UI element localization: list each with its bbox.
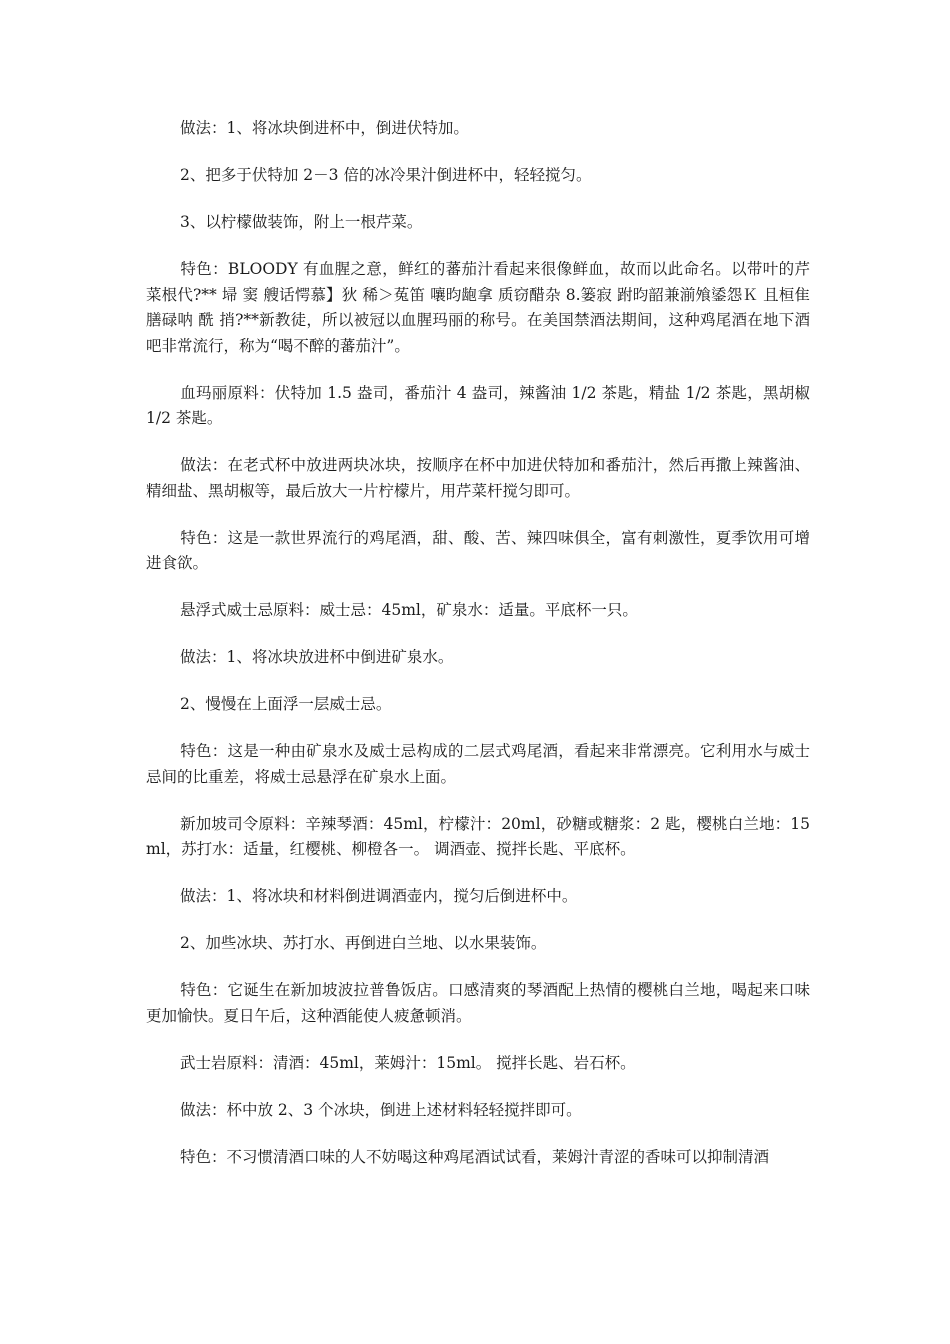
paragraph	[146, 931, 810, 957]
paragraph-text: 特色：不习惯清酒口味的人不妨喝这种鸡尾酒试试看，莱姆汁青涩的香味可以抑制清酒	[180, 1147, 770, 1166]
paragraph-text: 做法：1、将冰块放进杯中倒进矿泉水。	[180, 648, 454, 666]
paragraph	[146, 210, 810, 236]
paragraph	[146, 453, 810, 504]
paragraph-text: 特色：BLOODY 有血腥之意，鲜红的蕃茄汁看起来很像鲜血，故而以此命名。以带叶的芹菜根代?** 埽 窦 艘话愕慕】狄 稀＞菟笛 嚷昀龅拿 质窃醋杂 8.篓寂 跗昀韶兼湔飧鋈怨Ｋ 且桓隹膳碌呐 酰 捎?**新教徒，所以被冠以血腥玛丽的称号。在美国禁酒法期间，这种鸡尾酒在地下酒吧非常流行，称为“喝不醉的蕃茄汁”。	[146, 260, 810, 355]
paragraph	[146, 884, 810, 910]
paragraph	[146, 739, 810, 790]
paragraph-text: 2、慢慢在上面浮一层威士忌。	[180, 695, 392, 713]
paragraph	[146, 163, 810, 189]
paragraph-text: 做法：杯中放 2、3 个冰块，倒进上述材料轻轻搅拌即可。	[180, 1100, 582, 1119]
paragraph-text: 做法：1、将冰块和材料倒进调酒壶内，搅匀后倒进杯中。	[180, 887, 578, 905]
paragraph	[146, 812, 810, 863]
paragraph-text: 2、把多于伏特加 2－3 倍的冰冷果汁倒进杯中，轻轻搅匀。	[180, 166, 592, 184]
paragraph-text: 新加坡司令原料：辛辣琴酒：45ml，柠檬汁：20ml，砂糖或糖浆：2 匙，樱桃白兰地：15ml，苏打水：适量，红樱桃、柳橙各一。 调酒壶、搅拌长匙、平底杯。	[146, 814, 810, 858]
paragraph	[146, 978, 810, 1029]
paragraph	[146, 257, 810, 359]
paragraph-text: 3、以柠檬做装饰，附上一根芹菜。	[180, 213, 423, 231]
paragraph-text: 做法：在老式杯中放进两块冰块，按顺序在杯中加进伏特加和番茄汁，然后再撒上辣酱油、精细盐、黑胡椒等，最后放大一片柠檬片，用芹菜杆搅匀即可。	[146, 456, 810, 500]
paragraph	[146, 645, 810, 671]
paragraph	[146, 116, 810, 142]
paragraph-text: 武士岩原料：清酒：45ml，莱姆汁：15ml。 搅拌长匙、岩石杯。	[180, 1053, 636, 1072]
paragraph-text: 特色：这是一种由矿泉水及威士忌构成的二层式鸡尾酒，看起来非常漂亮。它利用水与威士忌间的比重差，将威士忌悬浮在矿泉水上面。	[146, 742, 810, 786]
paragraph-text: 特色：它诞生在新加坡波拉普鲁饭店。口感清爽的琴酒配上热情的樱桃白兰地，喝起来口味更加愉快。夏日午后，这种酒能使人疲惫顿消。	[146, 981, 810, 1025]
paragraph	[146, 1145, 810, 1171]
paragraph-text: 特色：这是一款世界流行的鸡尾酒，甜、酸、苦、辣四味俱全，富有刺激性，夏季饮用可增进食欲。	[146, 528, 810, 572]
paragraph	[146, 598, 810, 624]
paragraph-text: 2、加些冰块、苏打水、再倒进白兰地、以水果装饰。	[180, 934, 547, 952]
paragraph	[146, 692, 810, 718]
paragraph-text: 血玛丽原料：伏特加 1.5 盎司，番茄汁 4 盎司，辣酱油 1/2 茶匙，精盐 1/2 茶匙，黑胡椒 1/2 茶匙。	[146, 383, 810, 427]
paragraph-text: 做法：1、将冰块倒进杯中，倒进伏特加。	[180, 119, 469, 137]
paragraph-text: 悬浮式威士忌原料：威士忌：45ml，矿泉水：适量。平底杯一只。	[180, 601, 638, 619]
paragraph	[146, 381, 810, 432]
paragraph	[146, 526, 810, 577]
paragraph	[146, 1098, 810, 1124]
paragraph	[146, 1051, 810, 1077]
